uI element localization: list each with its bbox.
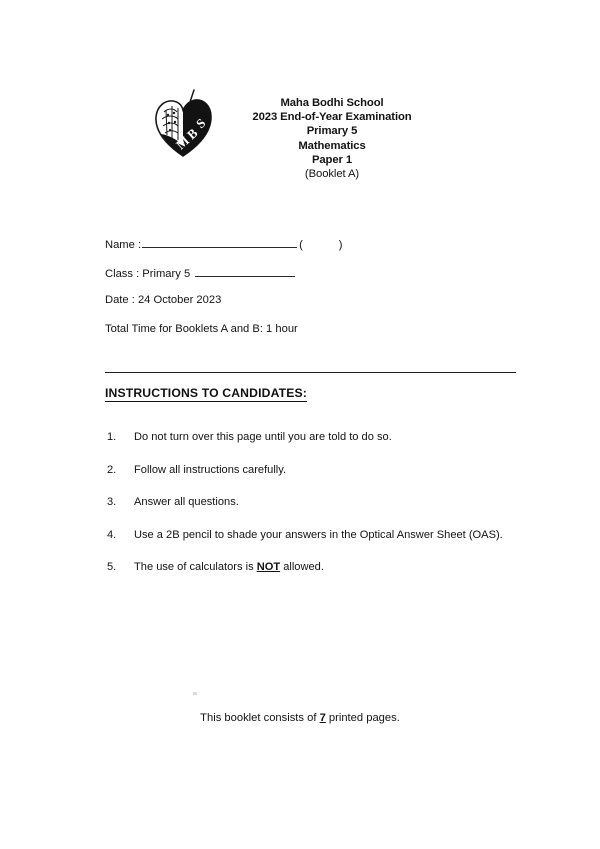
list-item: [107, 430, 527, 446]
total-time-label: Total Time for Booklets A and B: 1 hour: [105, 323, 298, 335]
name-input[interactable]: [142, 236, 297, 248]
total-time-row: [105, 323, 525, 352]
instruction-number: 5.: [107, 561, 117, 573]
instruction-text: Do not turn over this page until you are told to do so.: [134, 431, 392, 443]
instruction-text: Answer all questions.: [134, 496, 239, 508]
instruction-text: The use of calculators is NOT allowed.: [134, 561, 324, 573]
exam-header-text: [232, 96, 432, 181]
name-field-row: [105, 236, 525, 265]
list-item: [107, 528, 527, 544]
instruction-number: 3.: [107, 496, 117, 508]
instruction-number: 1.: [107, 431, 117, 443]
footer-suffix: printed pages.: [325, 712, 400, 724]
exam-level: Primary 5: [306, 125, 358, 138]
footer-page-count: 7: [319, 712, 326, 724]
class-label: Class : Primary 5: [105, 268, 191, 280]
instruction-text: Follow all instructions carefully.: [134, 463, 287, 476]
footer-prefix: This booklet consists of: [200, 712, 320, 724]
index-paren-close: ): [338, 239, 343, 251]
name-label: Name :: [105, 239, 142, 251]
candidate-particulars: [105, 236, 525, 352]
date-field-row: [105, 294, 525, 323]
scan-artifact-speck: [193, 692, 197, 695]
exam-subject: Mathematics: [298, 139, 366, 152]
class-field-row: [105, 265, 525, 294]
svg-text:B: B: [183, 125, 201, 143]
instruction-number: 4.: [107, 528, 117, 541]
instruction-emphasis: NOT: [256, 561, 281, 573]
instructions-heading: INSTRUCTIONS TO CANDIDATES:: [105, 386, 307, 400]
list-item: [107, 463, 527, 479]
exam-header: [0, 88, 600, 198]
maha-bodhi-school-leaf-logo: [152, 88, 214, 160]
date-label: Date : 24 October 2023: [105, 294, 222, 306]
section-divider-rule: [105, 372, 516, 373]
svg-text:M: M: [172, 132, 193, 153]
list-item: [107, 495, 527, 511]
svg-text:S: S: [192, 115, 209, 132]
booklet-page-count-note: [0, 712, 600, 724]
instructions-list: [107, 430, 527, 593]
instruction-text: Use a 2B pencil to shade your answers in the Optical Answer Sheet (OAS).: [134, 528, 503, 541]
instruction-number: 2.: [107, 463, 117, 476]
exam-booklet: (Booklet A): [304, 168, 360, 181]
index-paren-open: (: [299, 239, 303, 251]
school-name: Maha Bodhi School: [280, 97, 384, 109]
exam-title: 2023 End-of-Year Examination: [252, 111, 412, 124]
exam-paper: Paper 1: [311, 153, 353, 166]
class-input[interactable]: [195, 265, 295, 277]
list-item: [107, 560, 527, 576]
